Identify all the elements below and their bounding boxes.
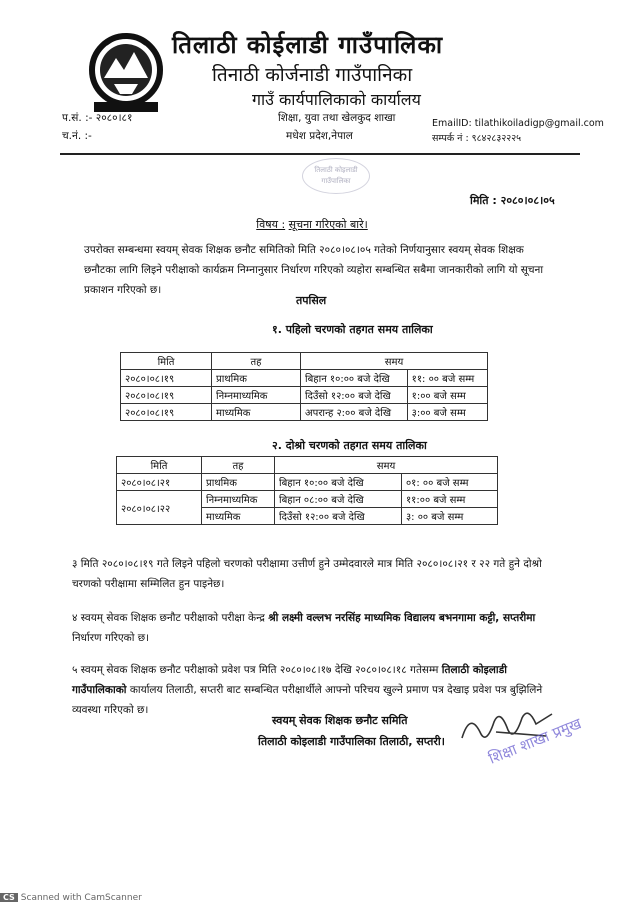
header-divider <box>60 153 580 155</box>
column-header-date: मिति <box>121 353 212 370</box>
subject-text: सूचना गरिएको बारे। <box>288 218 368 231</box>
table1-title: १. पहिलो चरणको तहगत समय तालिका <box>272 323 433 336</box>
province-name: मधेश प्रदेश,नेपाल <box>286 130 353 142</box>
row-date: २०८०।०८।२१ <box>117 474 202 491</box>
row-end-time: १:०० बजे सम्म <box>407 387 487 404</box>
notice-subject <box>0 217 624 232</box>
table-row <box>121 370 488 387</box>
scanner-badge: CS <box>0 893 18 902</box>
row-start-time: बिहान १०:०० बजे देखि <box>301 370 408 387</box>
note-4-prefix: ४ स्वयम् सेवक शिक्षक छनौट परीक्षाको परीक्षा केन्द्र <box>72 612 269 624</box>
row-date: २०८०।०८।१९ <box>121 387 212 404</box>
table-row <box>117 491 498 508</box>
intro-paragraph: उपरोक्त सम्बन्धमा स्वयम् सेवक शिक्षक छनौट समितिको मिति २०८०।०८।०५ गतेको निर्णयानुसार स्वयम् सेवक शिक्षक छनौटका लागि लिइने परीक्षाको कार्यक्रम निम्नानुसार निर्धारण गरिएको व्यहोरा सम्बन्धित सबैमा जानकारीको लागि यो सूचना प्रकाशन गरिएको छ। <box>84 244 544 296</box>
note-5-suffix: कार्यालय तिलाठी, सप्तरी बाट सम्बन्धित परीक्षार्थीले आफ्नो परिचय खुल्ने प्रमाण पत्र देखाइ प्रवेश पत्र बुझिलिने व्यवस्था गरिएको छ। <box>72 684 543 716</box>
email-address: EmailID: tilathikoiladigp@gmail.com <box>432 118 604 129</box>
subject-prefix: विषय : <box>256 218 286 231</box>
row-end-time: ३:०० बजे सम्म <box>407 404 487 421</box>
note-3: ३ मिति २०८०।०८।१९ गते लिइने पहिलो चरणको परीक्षामा उत्तीर्ण हुने उम्मेदवारले मात्र मिति २०८०।०८।२१ र २२ गते हुने दोश्रो चरणको परीक्षामा सम्मिलित हुन पाइनेछ। <box>72 558 542 590</box>
row-start-time: दिउँसो १२:०० बजे देखि <box>301 387 408 404</box>
row-end-time: ११:०० बजे सम्म <box>401 491 497 508</box>
row-start-time: अपरान्ह २:०० बजे देखि <box>301 404 408 421</box>
faint-office-stamp: तिलाठी कोइलाडी गाउँपालिका <box>302 158 370 194</box>
column-header-level: तह <box>202 457 275 474</box>
scanner-text: Scanned with CamScanner <box>20 893 142 903</box>
notice-date: मिति : २०८०।०८।०५ <box>470 194 555 207</box>
office-title-alternate: तिनाठी कोर्जनाडी गाउँपानिका <box>212 64 413 86</box>
column-header-level: तह <box>212 353 301 370</box>
tapasil-heading: तपसिल <box>296 294 327 307</box>
row-date: २०८०।०८।२२ <box>117 491 202 525</box>
table-header-row <box>121 353 488 370</box>
phone-number: सम्पर्क नं : ९८४२८३२२२५ <box>432 133 522 144</box>
note-5-office: तिलाठी कोइलाडी गाउँपालिकाको <box>72 664 507 696</box>
row-start-time: बिहान १०:०० बजे देखि <box>275 474 402 491</box>
section-name: शिक्षा, युवा तथा खेलकुद शाखा <box>278 112 396 124</box>
scanner-watermark <box>0 893 142 903</box>
row-level: निम्नमाध्यमिक <box>212 387 301 404</box>
note-4-exam-center: श्री लक्ष्मी वल्लभ नरसिंह माध्यमिक विद्यालय बभनगामा कट्टी, सप्तरीमा <box>268 612 536 624</box>
row-start-time: बिहान ०८:०० बजे देखि <box>275 491 402 508</box>
row-start-time: दिउँसो १२:०० बजे देखि <box>275 508 402 525</box>
row-end-time: ३: ०० बजे सम्म <box>401 508 497 525</box>
official-seal-icon: शिक्षा शाखा प्रमुख <box>486 714 584 768</box>
column-header-time: समय <box>301 353 488 370</box>
column-header-date: मिति <box>117 457 202 474</box>
note-4-suffix: निर्धारण गरिएको छ। <box>72 632 150 644</box>
reference-number: प.सं. :- २०८०।८१ <box>62 112 133 124</box>
dispatch-number: च.नं. :- <box>62 130 92 142</box>
schedule-table-phase1 <box>120 352 488 421</box>
schedule-table-phase2 <box>116 456 498 525</box>
note-4 <box>72 608 550 648</box>
table2-title: २. दोश्रो चरणको तहगत समय तालिका <box>272 439 427 452</box>
row-date: २०८०।०८।१९ <box>121 404 212 421</box>
row-level: माध्यमिक <box>212 404 301 421</box>
row-end-time: ११: ०० बजे सम्म <box>407 370 487 387</box>
signature-committee: स्वयम् सेवक शिक्षक छनौट समिति <box>272 714 408 727</box>
office-subtitle: गाउँ कार्यपालिकाको कार्यालय <box>252 90 421 109</box>
nepal-emblem-icon <box>84 24 168 120</box>
signature-office: तिलाठी कोइलाडी गाउँपालिका तिलाठी, सप्तरी। <box>258 735 445 748</box>
row-level: प्राथमिक <box>212 370 301 387</box>
row-date: २०८०।०८।१९ <box>121 370 212 387</box>
table-row <box>121 387 488 404</box>
note-5-prefix: ५ स्वयम् सेवक शिक्षक छनौट परीक्षाको प्रवेश पत्र मिति २०८०।०८।१७ देखि २०८०।०८।१८ गतेसम्म <box>72 664 442 676</box>
row-level: निम्नमाध्यमिक <box>202 491 275 508</box>
table-header-row <box>117 457 498 474</box>
office-title-primary: तिलाठी कोईलाडी गाउँपालिका <box>172 31 444 59</box>
table-row <box>117 474 498 491</box>
row-level: प्राथमिक <box>202 474 275 491</box>
row-level: माध्यमिक <box>202 508 275 525</box>
row-end-time: ०१: ०० बजे सम्म <box>401 474 497 491</box>
column-header-time: समय <box>275 457 498 474</box>
table-row <box>121 404 488 421</box>
